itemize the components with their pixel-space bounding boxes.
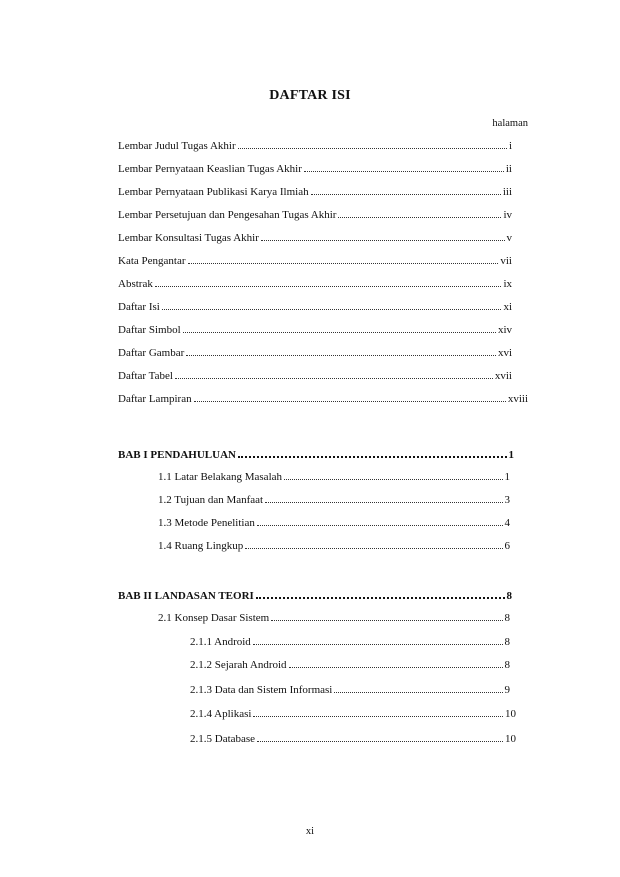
toc-entry-page: vii [500, 255, 512, 267]
toc-section-page: 3 [504, 494, 510, 506]
toc-entry[interactable] [118, 299, 512, 314]
toc-entry-label: Kata Pengantar [118, 255, 186, 267]
dot-leader [284, 469, 502, 480]
toc-entry-label: Lembar Pernyataan Keaslian Tugas Akhir [118, 163, 302, 175]
toc-chapter-label: BAB I PENDAHULUAN [118, 449, 236, 461]
toc-chapter-label: BAB II LANDASAN TEORI [118, 590, 254, 602]
page-column-label: halaman [492, 118, 528, 129]
toc-section-label: 1.2 Tujuan dan Manfaat [158, 494, 264, 506]
dot-leader [334, 682, 502, 693]
toc-subsection-entry[interactable] [190, 731, 516, 746]
toc-entry[interactable] [118, 253, 512, 268]
toc-subsection-label: 2.1.2 Sejarah Android [190, 659, 287, 671]
toc-entry-page: ix [503, 278, 512, 290]
page-number: xi [305, 826, 315, 837]
toc-entry-label: Lembar Konsultasi Tugas Akhir [118, 232, 259, 244]
toc-section-label: 1.1 Latar Belakang Masalah [158, 471, 283, 483]
toc-entry-label: Daftar Lampiran [118, 393, 192, 405]
toc-subsection-page: 8 [504, 659, 510, 671]
dot-leader [253, 706, 503, 717]
toc-entry[interactable] [118, 322, 512, 337]
toc-entry[interactable] [118, 391, 528, 406]
dot-leader [194, 391, 506, 402]
dot-leader [257, 731, 503, 742]
toc-entry-page: v [506, 232, 512, 244]
toc-entry-label: Lembar Pernyataan Publikasi Karya Ilmiah [118, 186, 309, 198]
dot-leader [311, 184, 501, 195]
toc-entry[interactable] [118, 276, 512, 291]
toc-entry-page: ii [505, 163, 512, 175]
toc-subsection-label: 2.1.1 Android [190, 636, 251, 648]
toc-section-label: 1.3 Metode Penelitian [158, 517, 255, 529]
toc-entry-label: Daftar Simbol [118, 324, 181, 336]
toc-subsection-page: 8 [504, 636, 510, 648]
toc-subsection-entry[interactable] [190, 657, 510, 672]
toc-section-entry[interactable] [158, 538, 510, 553]
toc-subsection-page: 9 [504, 684, 510, 696]
toc-section-page: 6 [504, 540, 510, 552]
dot-leader [271, 610, 502, 621]
toc-entry-page: i [508, 140, 512, 152]
page-title: DAFTAR ISI [269, 88, 351, 103]
toc-entry-page: xvi [497, 347, 512, 359]
toc-entry-label: Daftar Tabel [118, 370, 173, 382]
dot-leader [186, 345, 496, 356]
toc-subsection-page: 10 [505, 733, 516, 745]
toc-section-page: 1 [504, 471, 510, 483]
toc-subsection-page: 10 [505, 708, 516, 720]
dot-leader [188, 253, 499, 264]
dot-leader [257, 515, 503, 526]
toc-subsection-entry[interactable] [190, 682, 510, 697]
dot-leader [261, 230, 505, 241]
toc-section-label: 1.4 Ruang Lingkup [158, 540, 244, 552]
toc-chapter-page: 8 [506, 590, 512, 602]
dot-leader [256, 587, 505, 599]
dot-leader [338, 207, 501, 218]
toc-section-entry[interactable] [158, 469, 510, 484]
dot-leader [245, 538, 502, 549]
toc-entry-label: Daftar Gambar [118, 347, 185, 359]
toc-entry[interactable] [118, 184, 512, 199]
toc-section-entry[interactable] [158, 492, 510, 507]
toc-subsection-label: 2.1.4 Aplikasi [190, 708, 252, 720]
toc-entry-label: Lembar Judul Tugas Akhir [118, 140, 236, 152]
toc-chapter-page: 1 [508, 449, 514, 461]
toc-subsection-entry[interactable] [190, 706, 516, 721]
dot-leader [162, 299, 502, 310]
dot-leader [183, 322, 496, 333]
dot-leader [155, 276, 502, 287]
toc-entry-page: xviii [507, 393, 528, 405]
toc-entry-page: iv [503, 209, 512, 221]
toc-subsection-label: 2.1.3 Data dan Sistem Informasi [190, 684, 333, 696]
toc-entry[interactable] [118, 230, 512, 245]
dot-leader [289, 657, 503, 668]
dot-leader [175, 368, 493, 379]
toc-entry[interactable] [118, 138, 512, 153]
toc-entry-page: xvii [494, 370, 512, 382]
toc-entry[interactable] [118, 368, 512, 383]
toc-chapter-entry[interactable] [118, 587, 512, 603]
toc-section-page: 4 [504, 517, 510, 529]
toc-section-entry[interactable] [158, 515, 510, 530]
toc-section-label: 2.1 Konsep Dasar Sistem [158, 612, 270, 624]
toc-entry[interactable] [118, 161, 512, 176]
toc-entry[interactable] [118, 207, 512, 222]
dot-leader [265, 492, 502, 503]
dot-leader [253, 634, 503, 645]
toc-section-entry[interactable] [158, 610, 510, 625]
toc-section-page: 8 [504, 612, 510, 624]
toc-entry-label: Daftar Isi [118, 301, 160, 313]
toc-entry[interactable] [118, 345, 512, 360]
toc-subsection-entry[interactable] [190, 634, 510, 649]
dot-leader [238, 138, 507, 149]
toc-entry-page: xi [503, 301, 512, 313]
dot-leader [304, 161, 504, 172]
toc-chapter-entry[interactable] [118, 446, 514, 462]
toc-entry-label: Abstrak [118, 278, 153, 290]
toc-subsection-label: 2.1.5 Database [190, 733, 256, 745]
toc-entry-page: xiv [497, 324, 512, 336]
dot-leader [238, 446, 507, 458]
toc-entry-label: Lembar Persetujuan dan Pengesahan Tugas Akhir [118, 209, 337, 221]
toc-entry-page: iii [502, 186, 512, 198]
